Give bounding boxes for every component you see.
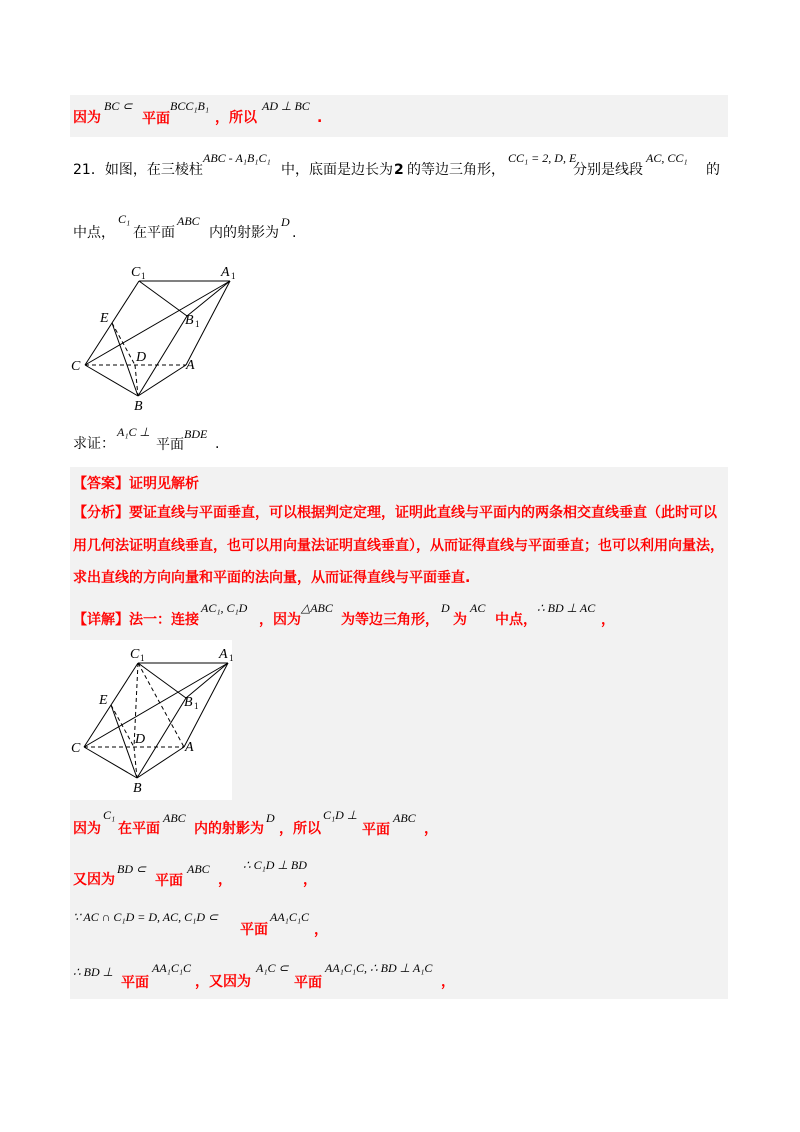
problem-math-5: ABC bbox=[177, 214, 200, 228]
l1-math-2: ABC bbox=[163, 811, 186, 825]
label-A: A bbox=[186, 358, 195, 373]
detail-math-4: AC bbox=[470, 601, 486, 615]
proof-text-1: 求证： bbox=[73, 436, 115, 452]
problem-text-8: . bbox=[292, 225, 297, 241]
detail-text-4: 为 bbox=[453, 612, 467, 628]
fig2-label-A1: A bbox=[219, 647, 228, 662]
l4-math-3: A₁C ⊂ bbox=[256, 961, 289, 975]
top-text-2: 平面 bbox=[142, 111, 170, 127]
proof-text-3: . bbox=[215, 436, 220, 452]
l4-math-1: ∴ BD ⊥ bbox=[73, 965, 114, 979]
l1-text-2: 在平面 bbox=[118, 821, 160, 837]
label-D: D bbox=[136, 350, 147, 365]
problem-text-1: 21．如图，在三棱柱 bbox=[73, 162, 203, 178]
detail-tag: 【详解】 bbox=[73, 612, 129, 628]
top-text-3: ，所以 bbox=[215, 110, 257, 126]
detail-math-3: D bbox=[441, 601, 450, 615]
l2-math-2: ABC bbox=[187, 862, 210, 876]
detail-text-3: 为等边三角形， bbox=[341, 612, 439, 628]
problem-text-7: 内的射影为 bbox=[209, 225, 279, 241]
proof-text-2: 平面 bbox=[156, 437, 184, 453]
detail-text-6: ， bbox=[601, 612, 615, 628]
l2-math-1: BD ⊂ bbox=[117, 862, 147, 876]
l1-math-4: C₁D ⊥ bbox=[323, 808, 358, 822]
problem-text-2c: 的等边三角形， bbox=[407, 162, 505, 178]
l4-text-1: 平面 bbox=[121, 975, 149, 991]
label-E: E bbox=[100, 311, 109, 326]
fig2-label-B1-sub: 1 bbox=[194, 701, 199, 711]
problem-text-6: 在平面 bbox=[133, 225, 175, 241]
label-A1: A bbox=[221, 265, 230, 280]
l2-math-3: ∴ C₁D ⊥ BD bbox=[243, 858, 307, 872]
l1-text-1: 因为 bbox=[73, 821, 101, 837]
fig2-label-C1-sub: 1 bbox=[140, 653, 145, 663]
problem-math-6: D bbox=[281, 215, 290, 229]
problem-math-1: ABC - A₁B₁C₁ bbox=[203, 151, 271, 165]
analysis-tag: 【分析】 bbox=[73, 505, 129, 521]
top-text-4: . bbox=[317, 110, 323, 126]
l2-text-1: 又因为 bbox=[73, 872, 115, 888]
top-math-2: BCC₁B₁ bbox=[170, 99, 210, 113]
l4-text-2: ，又因为 bbox=[195, 974, 251, 990]
l1-math-1: C₁ bbox=[103, 808, 116, 822]
label-C1: C bbox=[131, 265, 141, 280]
fig2-label-A: A bbox=[185, 740, 194, 755]
problem-text-2: 中，底面是边长为 bbox=[281, 162, 393, 178]
l3-math-1: ∵ AC ∩ C₁D = D, AC, C₁D ⊂ bbox=[73, 910, 219, 924]
analysis-line-1: 要证直线与平面垂直，可以根据判定定理，证明此直线与平面内的两条相交直线垂直（此时可以 bbox=[129, 505, 717, 521]
answer-tag: 【答案】 bbox=[73, 476, 129, 492]
problem-side-length: 2 bbox=[394, 162, 404, 178]
analysis-line-2: 用几何法证明直线垂直，也可以用向量法证明直线垂直），从而证得直线与平面垂直；也可以利用向量法， bbox=[73, 538, 724, 554]
label-B1-sub: 1 bbox=[195, 319, 200, 329]
l3-text-1: 平面 bbox=[240, 922, 268, 938]
proof-math-1: A₁C ⊥ bbox=[117, 425, 150, 439]
detail-math-1: AC₁, C₁D bbox=[201, 601, 248, 615]
prism-figure-1 bbox=[65, 258, 245, 418]
l3-math-2: AA₁C₁C bbox=[270, 910, 310, 924]
proof-math-2: BDE bbox=[184, 427, 208, 441]
problem-math-2: CC₁ = 2, D, E bbox=[508, 151, 577, 165]
detail-text-1: 法一：连接 bbox=[129, 612, 199, 628]
top-math-1: BC ⊂ bbox=[104, 99, 133, 113]
detail-math-5: ∴ BD ⊥ AC bbox=[537, 601, 596, 615]
top-text-1: 因为 bbox=[73, 110, 101, 126]
fig2-label-C: C bbox=[71, 741, 81, 756]
detail-math-2: △ABC bbox=[301, 601, 333, 615]
l1-text-5: 平面 bbox=[362, 822, 390, 838]
problem-math-3: AC, CC₁ bbox=[646, 151, 688, 165]
prism-figure-2 bbox=[70, 640, 232, 800]
detail-text-2: ，因为 bbox=[259, 612, 301, 628]
analysis-line-3: 求出直线的方向向量和平面的法向量，从而证得直线与平面垂直. bbox=[73, 570, 471, 586]
fig2-label-B1: B bbox=[184, 695, 193, 710]
l2-text-4: ， bbox=[303, 872, 317, 888]
fig2-label-B: B bbox=[133, 781, 142, 796]
fig2-label-C1: C bbox=[130, 647, 140, 662]
label-C: C bbox=[71, 359, 81, 374]
top-math-3: AD ⊥ BC bbox=[262, 99, 310, 113]
label-A1-sub: 1 bbox=[231, 271, 236, 281]
l4-text-3: 平面 bbox=[294, 975, 322, 991]
l2-text-3: ， bbox=[218, 872, 232, 888]
problem-text-4: 的 bbox=[706, 162, 720, 178]
answer-text: 证明见解析 bbox=[129, 476, 199, 492]
label-B1: B bbox=[185, 313, 194, 328]
label-B: B bbox=[134, 399, 143, 414]
l1-text-4: ，所以 bbox=[279, 821, 321, 837]
fig2-label-D: D bbox=[135, 732, 146, 747]
l1-math-5: ABC bbox=[393, 811, 416, 825]
l2-text-2: 平面 bbox=[155, 873, 183, 889]
l4-math-2: AA₁C₁C bbox=[152, 961, 192, 975]
problem-math-4: C₁ bbox=[118, 212, 131, 226]
problem-text-3: 分别是线段 bbox=[573, 162, 643, 178]
detail-text-5: 中点， bbox=[495, 612, 537, 628]
l4-text-4: ， bbox=[441, 974, 455, 990]
fig2-label-E: E bbox=[99, 693, 108, 708]
problem-text-5: 中点， bbox=[73, 225, 115, 241]
l1-text-6: ， bbox=[424, 821, 438, 837]
label-C1-sub: 1 bbox=[141, 271, 146, 281]
l4-math-4: AA₁C₁C, ∴ BD ⊥ A₁C bbox=[325, 961, 433, 975]
fig2-label-A1-sub: 1 bbox=[229, 653, 234, 663]
l3-text-2: ， bbox=[314, 922, 328, 938]
l1-text-3: 内的射影为 bbox=[194, 821, 264, 837]
l1-math-3: D bbox=[266, 811, 275, 825]
